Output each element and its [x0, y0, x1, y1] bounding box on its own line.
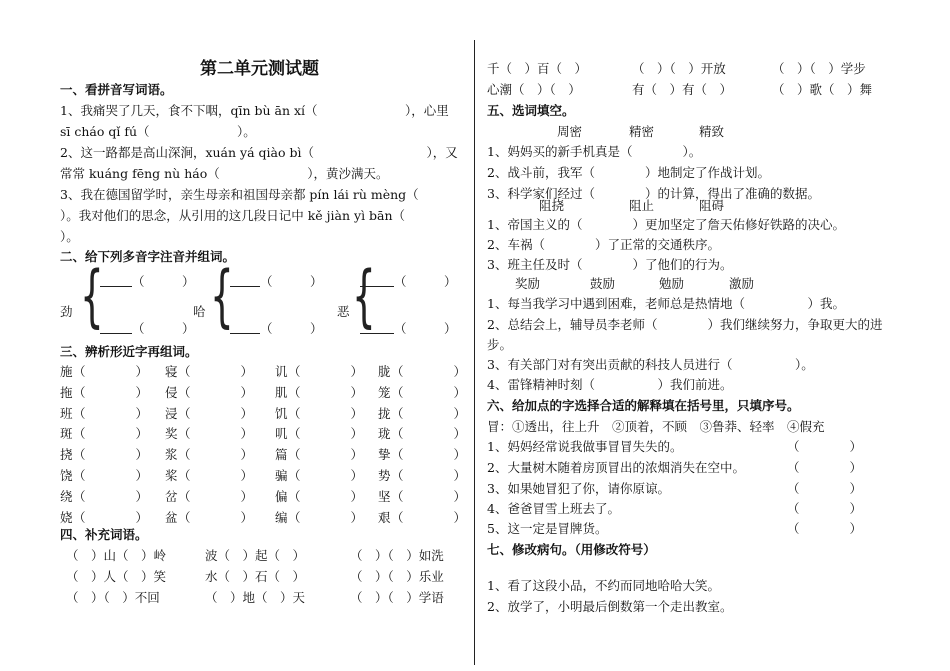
similar-char: 骗: [275, 468, 288, 483]
fill-item: 3、班主任及时（ ）了他们的行为。: [487, 257, 733, 272]
left-brace-icon: {: [210, 257, 234, 336]
word-blank[interactable]: （ ）: [391, 488, 467, 504]
similar-char: 篇: [275, 447, 288, 463]
similar-char: 拖: [60, 384, 73, 400]
similar-char: 绕: [60, 488, 73, 504]
similar-char: 盆: [165, 509, 178, 525]
fill-item: 1、每当我学习中遇到困难，老师总是热情地（ ）我。: [487, 296, 845, 311]
fill-item: 1、妈妈买的新手机真是（ ）。: [487, 144, 702, 159]
fill-item: 2、战斗前，我军（ ）地制定了作战计划。: [487, 165, 770, 180]
word-blank[interactable]: （ ）: [288, 509, 364, 525]
word-blank[interactable]: （ ）: [73, 364, 149, 379]
word-blank[interactable]: （ ）: [288, 384, 364, 400]
similar-char: 寝: [165, 364, 178, 379]
section-1-heading: 一、看拼音写词语。: [60, 82, 173, 97]
idiom-blank: 有（ ）有（ ）: [632, 82, 733, 97]
similar-char: 斑: [60, 426, 73, 442]
similar-char: 奖: [165, 426, 178, 442]
answer-blank[interactable]: （ ）: [787, 439, 863, 454]
similar-char: 编: [275, 509, 288, 525]
similar-char: 岔: [165, 488, 178, 504]
answer-blank[interactable]: （ ）: [787, 521, 863, 536]
idiom-blank: （ ）人（ ）笑: [66, 569, 167, 584]
word-blank[interactable]: （ ）: [178, 509, 254, 525]
word-choice: 周密: [557, 124, 583, 139]
sentence-item: 2、大量树木随着房顶冒出的浓烟消失在空中。: [487, 460, 745, 475]
word-blank[interactable]: （ ）: [288, 468, 364, 483]
polyphone-char: 恶: [337, 304, 350, 319]
sentence-item: 5、这一定是冒牌货。: [487, 521, 608, 536]
word-choice: 精密: [629, 124, 655, 139]
similar-char: 侵: [165, 384, 178, 400]
word-blank[interactable]: （ ）: [73, 426, 149, 442]
word-blank[interactable]: （ ）: [178, 426, 254, 442]
word-blank[interactable]: （ ）: [391, 509, 467, 525]
word-blank[interactable]: （ ）: [391, 426, 467, 442]
similar-char: 拢: [378, 405, 391, 421]
word-choice: 勉励: [659, 276, 685, 291]
word-choice: 奖励: [515, 276, 541, 291]
word-blank[interactable]: （ ）: [178, 447, 254, 463]
word-blank[interactable]: （ ）: [178, 468, 254, 483]
word-blank[interactable]: （ ）: [73, 509, 149, 525]
answer-line: [230, 286, 260, 287]
section-6-heading: 六、给加点的字选择合适的解释填在括号里，只填序号。: [487, 398, 800, 413]
word-blank[interactable]: （ ）: [391, 384, 467, 400]
word-blank[interactable]: （ ）: [288, 488, 364, 504]
fill-item: 步。: [487, 337, 513, 352]
fill-item: 3、科学家们经过（ ）的计算，得出了准确的数据。: [487, 186, 820, 201]
pinyin-blank[interactable]: （ ）: [132, 321, 195, 336]
idiom-blank: （ ）地（ ）天: [205, 590, 306, 605]
similar-char: 偏: [275, 488, 288, 504]
similar-char: 艰: [378, 509, 391, 525]
similar-char: 坚: [378, 488, 391, 504]
section-3-heading: 三、辨析形近字再组词。: [60, 344, 198, 359]
word-blank[interactable]: （ ）: [288, 426, 364, 442]
fill-item: 2、总结会上，辅导员李老师（ ）我们继续努力，争取更大的进: [487, 317, 883, 332]
word-blank[interactable]: （ ）: [178, 488, 254, 504]
pinyin-blank[interactable]: （ ）: [260, 321, 323, 336]
fill-item: 3、有关部门对有突出贡献的科技人员进行（ ）。: [487, 357, 814, 372]
answer-blank[interactable]: （ ）: [787, 460, 863, 475]
similar-char: 挚: [378, 447, 391, 463]
word-blank[interactable]: （ ）: [288, 364, 364, 379]
word-blank[interactable]: （ ）: [73, 488, 149, 504]
similar-char: 班: [60, 405, 73, 421]
section-7-heading: 七、修改病句。（用修改符号）: [487, 542, 656, 557]
section-2-heading: 二、给下列多音字注音并组词。: [60, 249, 236, 264]
word-blank[interactable]: （ ）: [288, 447, 364, 463]
fill-item: 2、车祸（ ）了正常的交通秩序。: [487, 237, 720, 252]
word-choice: 鼓励: [590, 276, 616, 291]
idiom-blank: （ ）（ ）如洗: [350, 548, 444, 563]
pinyin-blank[interactable]: （ ）: [394, 321, 457, 336]
similar-char: 笼: [378, 384, 391, 400]
similar-char: 讥: [275, 364, 288, 379]
idiom-blank: （ ）山（ ）岭: [66, 548, 167, 563]
sentence-item: 1、看了这段小品，不约而同地哈哈大笑。: [487, 578, 720, 593]
idiom-blank: 波（ ）起（ ）: [205, 548, 306, 563]
word-blank[interactable]: （ ）: [391, 468, 467, 483]
idiom-blank: （ ）（ ）学语: [350, 590, 444, 605]
answer-line: [360, 333, 394, 334]
similar-char: 饶: [60, 468, 73, 483]
word-blank[interactable]: （ ）: [178, 384, 254, 400]
word-blank[interactable]: （ ）: [178, 405, 254, 421]
similar-char: 浆: [165, 447, 178, 463]
word-choice: 精致: [699, 124, 725, 139]
section-4-heading: 四、补充词语。: [60, 527, 148, 542]
similar-char: 势: [378, 468, 391, 483]
column-divider: [474, 40, 475, 665]
word-blank[interactable]: （ ）: [73, 384, 149, 400]
word-choice: 阻止: [629, 198, 655, 213]
definitions: 冒：①透出，往上升 ②顶着，不顾 ③鲁莽、轻率 ④假充: [487, 419, 825, 434]
word-blank[interactable]: （ ）: [73, 405, 149, 421]
similar-char: 珑: [378, 426, 391, 442]
similar-char: 叽: [275, 426, 288, 442]
fill-item: 4、雷锋精神时刻（ ）我们前进。: [487, 377, 733, 392]
similar-char: 挠: [60, 447, 73, 463]
similar-char: 桨: [165, 468, 178, 483]
word-blank[interactable]: （ ）: [391, 447, 467, 463]
word-blank[interactable]: （ ）: [73, 447, 149, 463]
similar-char: 饥: [275, 405, 288, 421]
similar-char: 施: [60, 364, 73, 379]
answer-line: [100, 286, 132, 287]
answer-line: [230, 333, 260, 334]
question-line: 2、这一路都是高山深涧，xuán yá qiào bì（ ），又: [60, 145, 458, 160]
idiom-blank: （ ）（ ）开放: [632, 61, 726, 76]
word-choice: 激励: [729, 276, 755, 291]
pinyin-blank[interactable]: （ ）: [394, 274, 457, 289]
answer-line: [100, 333, 132, 334]
idiom-blank: （ ）歌（ ）舞: [772, 82, 873, 97]
similar-char: 肌: [275, 384, 288, 400]
question-line: 3、我在德国留学时，亲生母亲和祖国母亲都 pín lái rù mèng（: [60, 187, 419, 202]
fill-item: 1、帝国主义的（ ）更加坚定了詹天佑修好铁路的决心。: [487, 217, 845, 232]
idiom-blank: （ ）（ ）学步: [772, 61, 866, 76]
answer-blank[interactable]: （ ）: [787, 501, 863, 516]
pinyin-blank[interactable]: （ ）: [260, 274, 323, 289]
sentence-item: 2、放学了，小明最后倒数第一个走出教室。: [487, 599, 733, 614]
word-blank[interactable]: （ ）: [178, 364, 254, 379]
left-brace-icon: {: [80, 257, 104, 336]
question-line: ）。: [60, 229, 79, 244]
idiom-blank: 水（ ）石（ ）: [205, 569, 306, 584]
sentence-item: 3、如果她冒犯了你，请你原谅。: [487, 481, 670, 496]
left-brace-icon: {: [352, 257, 376, 336]
polyphone-char: 哈: [193, 304, 206, 319]
answer-blank[interactable]: （ ）: [787, 481, 863, 496]
word-choice: 阻挠: [539, 198, 565, 213]
similar-char: 胧: [378, 364, 391, 379]
pinyin-blank[interactable]: （ ）: [132, 274, 195, 289]
question-line: 1、我痛哭了几天，食不下咽，qīn bù ān xí（ ），心里: [60, 103, 449, 118]
word-blank[interactable]: （ ）: [288, 405, 364, 421]
question-line: sī cháo qǐ fú（ ）。: [60, 124, 256, 139]
similar-char: 娆: [60, 509, 73, 525]
idiom-blank: （ ）（ ）不回: [66, 590, 160, 605]
question-line: 常常 kuáng fēng nù háo（ ），黄沙满天。: [60, 166, 389, 181]
question-line: ）。我对他们的思念，从引用的这几段日记中 kě jiàn yì bān（: [60, 208, 406, 223]
sentence-item: 1、妈妈经常说我做事冒冒失失的。: [487, 439, 683, 454]
idiom-blank: （ ）（ ）乐业: [350, 569, 444, 584]
idiom-blank: 心潮（ ）（ ）: [487, 82, 581, 97]
similar-char: 浸: [165, 405, 178, 421]
section-5-heading: 五、选词填空。: [487, 103, 575, 118]
page-title: 第二单元测试题: [200, 59, 319, 79]
word-blank[interactable]: （ ）: [73, 468, 149, 483]
word-blank[interactable]: （ ）: [391, 405, 467, 421]
polyphone-char: 劲: [60, 304, 73, 319]
sentence-item: 4、爸爸冒雪上班去了。: [487, 501, 620, 516]
word-blank[interactable]: （ ）: [391, 364, 467, 379]
word-choice: 阻碍: [699, 198, 725, 213]
answer-line: [360, 286, 394, 287]
idiom-blank: 千（ ）百（ ）: [487, 61, 588, 76]
